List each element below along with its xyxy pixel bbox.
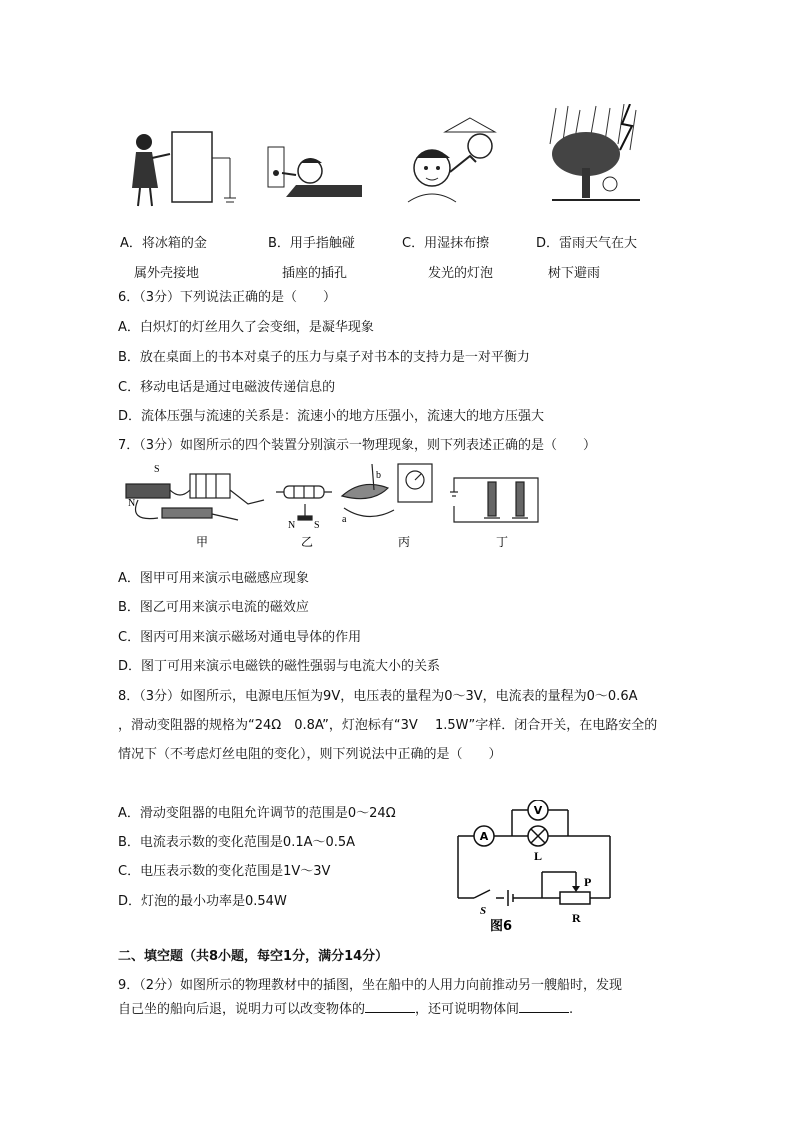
yi-n-mark: N (288, 520, 296, 531)
q8-option-b: B．电流表示数的变化范围是0.1A～0.5A (118, 835, 356, 850)
figure-label-ding: 丁 (496, 535, 509, 549)
q5-option-c-line2: 发光的灯泡 (428, 266, 494, 281)
q9-line2-text-a: 自己坐的船向后退，说明力可以改变物体的 (118, 1002, 366, 1017)
q6-option-d: D．流体压强与流速的关系是：流速小的地方压强小，流速大的地方压强大 (118, 409, 545, 424)
q9-blank-2[interactable] (519, 1000, 569, 1013)
q9-line2 (118, 1000, 573, 1019)
finger-socket-illustration (266, 135, 366, 205)
q5-option-a-line1: A．将冰箱的金 (120, 236, 207, 251)
q9-line2-text-c: . (569, 1002, 574, 1017)
q7-four-apparatus-figure (118, 460, 548, 552)
q9-line1: 9．（2分）如图所示的物理教材中的插图，坐在船中的人用力向前推动另一艘船时，发现 (118, 978, 623, 993)
tree-lightning-illustration (546, 104, 646, 208)
q7-option-c: C．图丙可用来演示磁场对通电导体的作用 (118, 630, 362, 645)
q7-option-a: A．图甲可用来演示电磁感应现象 (118, 571, 309, 586)
figure-label-yi: 乙 (301, 535, 314, 549)
circuit-slider-label: P (584, 875, 592, 889)
q8-option-c: C．电压表示数的变化范围是1V～3V (118, 864, 331, 879)
q6-option-a: A．白炽灯的灯丝用久了会变细，是凝华现象 (118, 320, 374, 335)
q7-option-b: B．图乙可用来演示电流的磁效应 (118, 600, 309, 615)
jia-n-mark: N (128, 498, 136, 509)
circuit-ammeter-label: A (479, 830, 489, 843)
q7-stem: 7．（3分）如图所示的四个装置分别演示一物理现象，则下列表述正确的是（ ） (118, 438, 597, 453)
q8-stem-line3: 情况下（不考虑灯丝电阻的变化），则下列说法中正确的是（ ） (118, 747, 502, 762)
circuit-rheostat-label: R (572, 911, 581, 925)
q6-option-c: C．移动电话是通过电磁波传递信息的 (118, 380, 336, 395)
section-2-heading: 二、填空题（共8小题，每空1分，满分14分） (118, 949, 389, 964)
q6-option-b: B．放在桌面上的书本对桌子的压力与桌子对书本的支持力是一对平衡力 (118, 350, 530, 365)
q9-blank-1[interactable] (365, 1000, 415, 1013)
apparatus-jia (126, 474, 264, 520)
q6-stem: 6．（3分）下列说法正确的是（ ） (118, 290, 337, 305)
apparatus-ding (450, 478, 538, 522)
circuit-figure-caption: 图6 (490, 919, 513, 934)
circuit-switch-label: S (480, 905, 487, 917)
figure-label-jia: 甲 (196, 535, 209, 549)
wet-cloth-bulb-illustration (400, 112, 510, 208)
q8-stem-line1: 8．（3分）如图所示，电源电压恒为9V，电压表的量程为0～3V，电流表的量程为0～0.6A (118, 689, 638, 704)
q7-option-d: D．图丁可用来演示电磁铁的磁性强弱与电流大小的关系 (118, 659, 441, 674)
q5-option-c-line1: C．用湿抹布擦 (402, 236, 490, 251)
q8-circuit-diagram (450, 800, 630, 934)
q5-option-a-line2: 属外壳接地 (134, 266, 200, 281)
q9-line2-text-b: ，还可说明物体间 (415, 1002, 520, 1017)
figure-label-bing: 丙 (398, 535, 411, 549)
q5-option-b-line2: 插座的插孔 (282, 266, 348, 281)
q8-stem-line2: ，滑动变阻器的规格为“24Ω 0.8A”，灯泡标有“3V 1.5W”字样．闭合开关，在电路安全的 (118, 718, 658, 733)
jia-s-mark: S (154, 464, 160, 475)
fridge-grounding-illustration (120, 128, 240, 210)
bing-a-mark: a (342, 514, 347, 525)
circuit-voltmeter-label: V (533, 804, 543, 817)
yi-s-mark: S (314, 520, 320, 531)
q5-option-d-line1: D．雷雨天气在大 (536, 236, 638, 251)
apparatus-yi (276, 486, 332, 520)
circuit-lamp-label: L (533, 849, 543, 863)
q8-option-d: D．灯泡的最小功率是0.54W (118, 894, 287, 909)
apparatus-bing (342, 464, 432, 517)
q5-option-d-line2: 树下避雨 (548, 266, 601, 281)
q5-option-b-line1: B．用手指触碰 (268, 236, 355, 251)
q8-option-a: A．滑动变阻器的电阻允许调节的范围是0～24Ω (118, 806, 396, 821)
bing-b-mark: b (376, 470, 381, 481)
